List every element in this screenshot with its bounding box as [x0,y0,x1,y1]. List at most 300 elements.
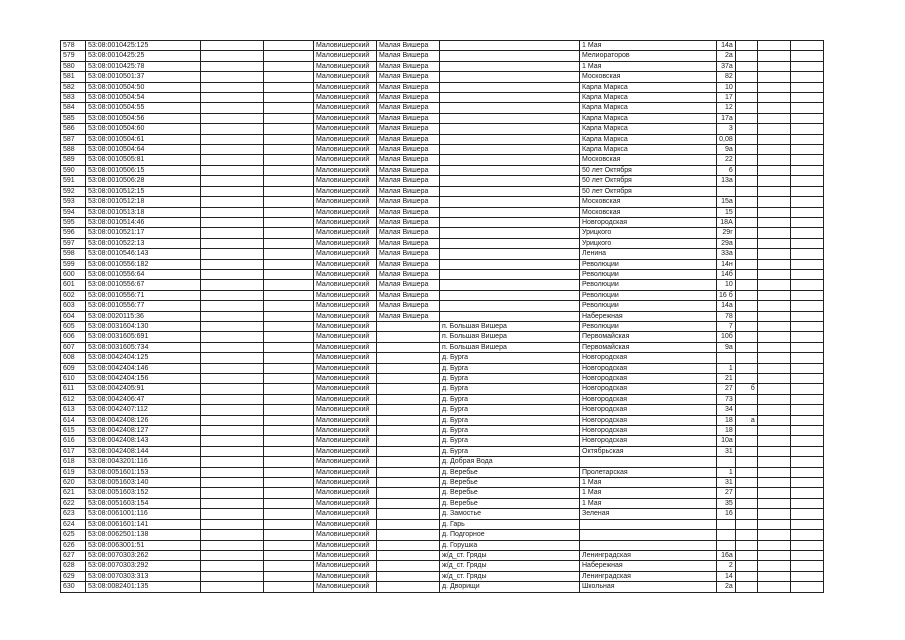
city-cell [377,509,440,519]
house-number-cell: 18А [717,217,736,227]
street-cell: Ленина [580,249,717,259]
cadastral-number: 53:08:0010546:143 [86,249,201,259]
district-cell: Маловишерский [314,488,377,498]
house-number-cell: 29г [717,228,736,238]
city-cell: Малая Вишера [377,61,440,71]
register-sheet [60,40,824,593]
house-number-cell: 14н [717,259,736,269]
street-cell: Первомайская [580,342,717,352]
district-cell: Маловишерский [314,238,377,248]
house-number-cell: 22 [717,155,736,165]
empty-cell [757,207,790,217]
row-number: 594 [61,207,86,217]
empty-cell [201,51,264,61]
row-number: 627 [61,550,86,560]
street-cell: Набережная [580,561,717,571]
house-number-cell: 16а [717,550,736,560]
table-row [61,61,824,71]
city-cell: Малая Вишера [377,280,440,290]
empty-cell [201,82,264,92]
cadastral-number: 53:08:0010506:15 [86,165,201,175]
empty-cell [757,134,790,144]
locality-cell: д. Гарь [440,519,580,529]
district-cell: Маловишерский [314,436,377,446]
house-number-cell: 2а [717,582,736,592]
house-number-cell: 1 [717,467,736,477]
locality-cell [440,176,580,186]
table-row [61,436,824,446]
house-letter-cell [735,519,757,529]
house-letter-cell [735,436,757,446]
city-cell [377,332,440,342]
house-number-cell: 73 [717,394,736,404]
empty-cell [264,530,314,540]
row-number: 597 [61,238,86,248]
row-number: 608 [61,353,86,363]
house-number-cell: 14 [717,571,736,581]
district-cell: Маловишерский [314,582,377,592]
street-cell: Ленинградская [580,550,717,560]
cadastral-number: 53:08:0010425:125 [86,41,201,51]
empty-cell [790,207,823,217]
house-letter-cell [735,186,757,196]
locality-cell: д. Бурга [440,394,580,404]
district-cell: Маловишерский [314,374,377,384]
street-cell: 1 Мая [580,61,717,71]
empty-cell [201,93,264,103]
locality-cell [440,165,580,175]
street-cell: Революции [580,280,717,290]
row-number: 612 [61,394,86,404]
city-cell: Малая Вишера [377,82,440,92]
locality-cell [440,61,580,71]
house-letter-cell [735,93,757,103]
locality-cell: п. Большая Вишера [440,321,580,331]
house-number-cell: 6 [717,165,736,175]
house-letter-cell [735,321,757,331]
house-number-cell [717,186,736,196]
house-number-cell: 12 [717,103,736,113]
house-letter-cell [735,509,757,519]
house-letter-cell [735,332,757,342]
table-row [61,519,824,529]
table-row [61,582,824,592]
cadastral-number: 53:08:0010425:78 [86,61,201,71]
empty-cell [264,82,314,92]
empty-cell [757,93,790,103]
empty-cell [790,363,823,373]
house-letter-cell [735,61,757,71]
cadastral-number: 53:08:0051603:154 [86,498,201,508]
house-number-cell: 27 [717,488,736,498]
house-letter-cell: б [735,384,757,394]
locality-cell [440,290,580,300]
empty-cell [201,72,264,82]
empty-cell [264,165,314,175]
house-letter-cell [735,124,757,134]
cadastral-number: 53:08:0031605:691 [86,332,201,342]
district-cell: Маловишерский [314,51,377,61]
empty-cell [757,530,790,540]
table-row [61,353,824,363]
street-cell: 50 лет Октября [580,186,717,196]
house-number-cell [717,457,736,467]
empty-cell [201,41,264,51]
empty-cell [201,509,264,519]
cadastral-number: 53:08:0061601:141 [86,519,201,529]
street-cell: Новгородская [580,353,717,363]
table-row [61,498,824,508]
empty-cell [757,415,790,425]
cadastral-number: 53:08:0042408:127 [86,426,201,436]
district-cell: Маловишерский [314,176,377,186]
district-cell: Маловишерский [314,311,377,321]
house-number-cell: 1 [717,363,736,373]
street-cell: Революции [580,269,717,279]
street-cell: Революции [580,301,717,311]
house-number-cell: 10а [717,436,736,446]
locality-cell [440,197,580,207]
empty-cell [264,540,314,550]
empty-cell [264,103,314,113]
empty-cell [264,363,314,373]
cadastral-number: 53:08:0010504:61 [86,134,201,144]
house-letter-cell [735,41,757,51]
city-cell [377,519,440,529]
empty-cell [757,301,790,311]
city-cell [377,561,440,571]
empty-cell [757,113,790,123]
locality-cell: д. Веребье [440,498,580,508]
district-cell: Маловишерский [314,103,377,113]
empty-cell [264,426,314,436]
empty-cell [201,301,264,311]
city-cell: Малая Вишера [377,238,440,248]
locality-cell [440,124,580,134]
house-letter-cell [735,561,757,571]
empty-cell [757,374,790,384]
row-number: 600 [61,269,86,279]
table-row [61,186,824,196]
cadastral-number: 53:08:0042404:125 [86,353,201,363]
house-letter-cell [735,467,757,477]
city-cell [377,571,440,581]
empty-cell [264,51,314,61]
table-row [61,540,824,550]
house-number-cell [717,519,736,529]
empty-cell [757,103,790,113]
cadastral-number: 53:08:0010513:18 [86,207,201,217]
empty-cell [264,374,314,384]
house-number-cell: 18 [717,415,736,425]
table-row [61,103,824,113]
street-cell: Набережная [580,311,717,321]
district-cell: Маловишерский [314,155,377,165]
locality-cell [440,113,580,123]
city-cell: Малая Вишера [377,124,440,134]
city-cell: Малая Вишера [377,176,440,186]
empty-cell [201,394,264,404]
table-row [61,405,824,415]
house-number-cell: 78 [717,311,736,321]
street-cell: Пролетарская [580,467,717,477]
district-cell: Маловишерский [314,145,377,155]
district-cell: Маловишерский [314,269,377,279]
house-letter-cell [735,530,757,540]
cadastral-number: 53:08:0020115:36 [86,311,201,321]
empty-cell [757,51,790,61]
table-row [61,509,824,519]
table-row [61,165,824,175]
table-row [61,550,824,560]
empty-cell [790,457,823,467]
empty-cell [201,488,264,498]
house-letter-cell [735,197,757,207]
empty-cell [757,332,790,342]
district-cell: Маловишерский [314,509,377,519]
street-cell: Московская [580,207,717,217]
city-cell: Малая Вишера [377,197,440,207]
house-number-cell: 82 [717,72,736,82]
district-cell: Маловишерский [314,217,377,227]
empty-cell [757,321,790,331]
empty-cell [264,415,314,425]
empty-cell [757,197,790,207]
empty-cell [790,509,823,519]
empty-cell [757,269,790,279]
locality-cell: п. Большая Вишера [440,332,580,342]
district-cell: Маловишерский [314,186,377,196]
empty-cell [790,478,823,488]
empty-cell [201,124,264,134]
row-number: 580 [61,61,86,71]
cadastral-number: 53:08:0042407:112 [86,405,201,415]
empty-cell [790,415,823,425]
city-cell: Малая Вишера [377,301,440,311]
locality-cell [440,186,580,196]
table-row [61,290,824,300]
locality-cell: д. Дворищи [440,582,580,592]
house-letter-cell [735,290,757,300]
empty-cell [790,311,823,321]
city-cell: Малая Вишера [377,207,440,217]
city-cell: Малая Вишера [377,311,440,321]
cadastral-number: 53:08:0010504:55 [86,103,201,113]
district-cell: Маловишерский [314,61,377,71]
house-letter-cell [735,259,757,269]
empty-cell [790,394,823,404]
locality-cell: п. Большая Вишера [440,342,580,352]
city-cell [377,540,440,550]
cadastral-number: 53:08:0051603:152 [86,488,201,498]
empty-cell [757,342,790,352]
empty-cell [790,561,823,571]
house-number-cell: 33а [717,249,736,259]
empty-cell [790,41,823,51]
district-cell: Маловишерский [314,41,377,51]
empty-cell [201,228,264,238]
street-cell: 1 Мая [580,478,717,488]
cadastral-number: 53:08:0070303:292 [86,561,201,571]
empty-cell [264,561,314,571]
street-cell [580,530,717,540]
table-row [61,384,824,394]
district-cell: Маловишерский [314,207,377,217]
house-letter-cell [735,540,757,550]
empty-cell [201,519,264,529]
district-cell: Маловишерский [314,197,377,207]
cadastral-number: 53:08:0010522:13 [86,238,201,248]
empty-cell [201,134,264,144]
row-number: 588 [61,145,86,155]
house-letter-cell [735,145,757,155]
locality-cell [440,145,580,155]
empty-cell [201,467,264,477]
city-cell: Малая Вишера [377,72,440,82]
empty-cell [757,571,790,581]
house-number-cell: 16 б [717,290,736,300]
empty-cell [790,467,823,477]
house-letter-cell [735,165,757,175]
table-row [61,374,824,384]
empty-cell [264,478,314,488]
locality-cell [440,103,580,113]
row-number: 595 [61,217,86,227]
empty-cell [757,363,790,373]
empty-cell [757,426,790,436]
locality-cell [440,228,580,238]
empty-cell [757,540,790,550]
empty-cell [264,249,314,259]
district-cell: Маловишерский [314,498,377,508]
row-number: 579 [61,51,86,61]
house-number-cell [717,540,736,550]
house-letter-cell [735,238,757,248]
district-cell: Маловишерский [314,571,377,581]
district-cell: Маловишерский [314,467,377,477]
empty-cell [757,488,790,498]
city-cell: Малая Вишера [377,93,440,103]
locality-cell: ж/д_ст. Гряды [440,561,580,571]
table-row [61,145,824,155]
empty-cell [264,259,314,269]
empty-cell [790,155,823,165]
empty-cell [264,353,314,363]
empty-cell [264,155,314,165]
empty-cell [790,186,823,196]
cadastral-number: 53:08:0042406:47 [86,394,201,404]
empty-cell [790,426,823,436]
house-number-cell: 15а [717,197,736,207]
city-cell [377,530,440,540]
table-row [61,426,824,436]
city-cell: Малая Вишера [377,145,440,155]
street-cell: Урицкого [580,238,717,248]
street-cell: Карла Маркса [580,124,717,134]
city-cell: Малая Вишера [377,228,440,238]
empty-cell [264,467,314,477]
street-cell: Карла Маркса [580,113,717,123]
empty-cell [790,103,823,113]
empty-cell [757,457,790,467]
house-letter-cell [735,103,757,113]
empty-cell [757,186,790,196]
empty-cell [201,207,264,217]
empty-cell [201,280,264,290]
house-number-cell: 18 [717,426,736,436]
cadastral-number: 53:08:0031604:130 [86,321,201,331]
locality-cell [440,207,580,217]
empty-cell [757,446,790,456]
empty-cell [790,51,823,61]
house-letter-cell [735,311,757,321]
city-cell [377,363,440,373]
locality-cell: д. Бурга [440,384,580,394]
city-cell: Малая Вишера [377,217,440,227]
row-number: 622 [61,498,86,508]
district-cell: Маловишерский [314,113,377,123]
table-row [61,280,824,290]
cadastral-number: 53:08:0010556:182 [86,259,201,269]
empty-cell [264,217,314,227]
street-cell: Ленинградская [580,571,717,581]
house-number-cell: 2 [717,561,736,571]
row-number: 611 [61,384,86,394]
district-cell: Маловишерский [314,540,377,550]
locality-cell [440,259,580,269]
district-cell: Маловишерский [314,384,377,394]
empty-cell [201,103,264,113]
empty-cell [201,374,264,384]
district-cell: Маловишерский [314,228,377,238]
row-number: 583 [61,93,86,103]
cadastral-number: 53:08:0051601:153 [86,467,201,477]
empty-cell [757,259,790,269]
house-number-cell: 10 [717,82,736,92]
house-letter-cell [735,301,757,311]
street-cell [580,540,717,550]
cadastral-number: 53:08:0042405:91 [86,384,201,394]
locality-cell: ж/д_ст. Гряды [440,550,580,560]
empty-cell [201,217,264,227]
cadastral-number: 53:08:0010556:77 [86,301,201,311]
empty-cell [264,290,314,300]
locality-cell: д. Бурга [440,405,580,415]
house-letter-cell [735,207,757,217]
empty-cell [264,145,314,155]
empty-cell [790,61,823,71]
district-cell: Маловишерский [314,301,377,311]
cadastral-number: 53:08:0070303:313 [86,571,201,581]
row-number: 589 [61,155,86,165]
locality-cell: д. Веребье [440,467,580,477]
house-number-cell: 31 [717,478,736,488]
street-cell: Новгородская [580,217,717,227]
row-number: 619 [61,467,86,477]
empty-cell [264,582,314,592]
empty-cell [201,249,264,259]
house-letter-cell [735,280,757,290]
cadastral-number: 53:08:0010425:25 [86,51,201,61]
empty-cell [757,311,790,321]
empty-cell [264,311,314,321]
table-row [61,561,824,571]
street-cell: Революции [580,259,717,269]
city-cell [377,467,440,477]
house-letter-cell [735,269,757,279]
empty-cell [790,197,823,207]
city-cell [377,436,440,446]
